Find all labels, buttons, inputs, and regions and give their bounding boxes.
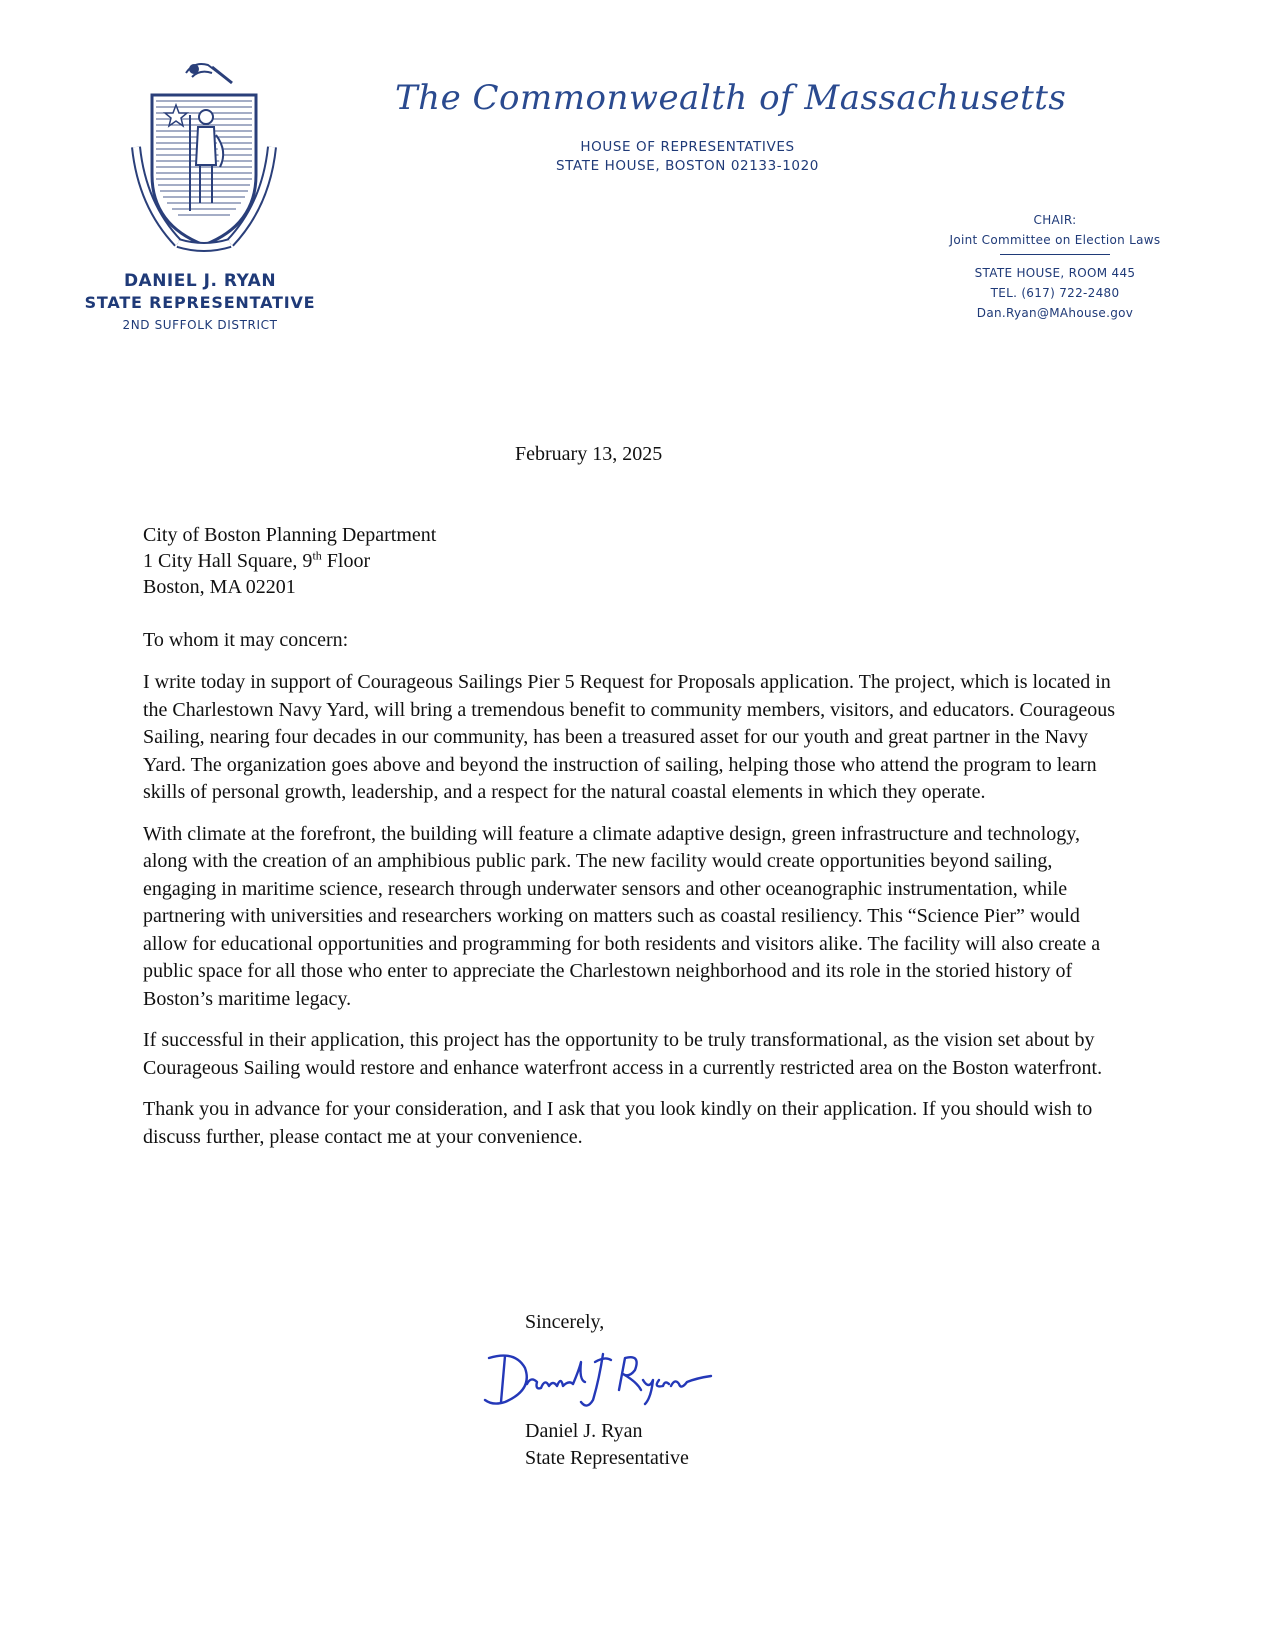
- recipient-address: [143, 522, 436, 600]
- representative-name: DANIEL J. RYAN: [123, 271, 277, 291]
- handwritten-signature: [475, 1340, 715, 1410]
- recipient-line-1: City of Boston Planning Department: [143, 524, 437, 546]
- commonwealth-heading: The Commonwealth of Massachusetts: [395, 78, 1067, 118]
- recipient-line-2: 1 City Hall Square, 9th Floor: [143, 548, 371, 572]
- committee-block: [925, 210, 1185, 323]
- signer-block: [525, 1418, 689, 1472]
- letter-date: February 13, 2025: [515, 443, 663, 465]
- office-email: Dan.Ryan@MAhouse.gov: [976, 306, 1134, 320]
- body-paragraph: If successful in their application, this project has the opportunity to be truly transformational, as the vision set about by Courageous Sailing would restore and enhance waterfront access in a currently restricted area on the Boston waterfront.: [143, 1029, 1103, 1079]
- committee-divider: [1000, 254, 1110, 255]
- recipient-line-3: Boston, MA 02201: [143, 576, 296, 598]
- representative-block: [60, 270, 340, 334]
- house-name: HOUSE OF REPRESENTATIVES: [580, 139, 795, 155]
- committee-name: Joint Committee on Election Laws: [949, 233, 1161, 247]
- house-address-block: [515, 138, 860, 176]
- salutation: To whom it may concern:: [143, 629, 349, 651]
- letter-body: [143, 669, 1128, 1165]
- office-room: STATE HOUSE, ROOM 445: [974, 266, 1136, 280]
- body-paragraph: I write today in support of Courageous Sailings Pier 5 Request for Proposals application. The project, which is located in the Charlestown Navy Yard, will bring a tremendous benefit to community members, visitors, and educators. Courageous Sailing, nearing four decades in our community, has been a treasured asset for our youth and great partner in the Navy Yard. The organization goes above and beyond the instruction of sailing, helping those who attend the program to learn skills of personal growth, leadership, and a respect for the natural coastal elements in which they operate.: [143, 671, 1116, 803]
- representative-district: 2ND SUFFOLK DISTRICT: [122, 318, 278, 332]
- chair-label: CHAIR:: [1033, 213, 1077, 227]
- closing: Sincerely,: [525, 1311, 605, 1333]
- massachusetts-seal-icon: [128, 55, 280, 255]
- body-paragraph: With climate at the forefront, the building will feature a climate adaptive design, green infrastructure and technology, along with the creation of an amphibious public park. The new facility would create opportunities beyond sailing, engaging in maritime science, research through underwater sensors and other oceanographic instrumentation, while partnering with universities and researchers working on matters such as coastal resiliency. This “Science Pier” would allow for educational opportunities and programming for both residents and visitors alike. The facility will also create a public space for all those who enter to appreciate the Charlestown neighborhood and its role in the storied history of Boston’s maritime legacy.: [143, 822, 1101, 1010]
- office-phone: TEL. (617) 722-2480: [990, 286, 1120, 300]
- signer-title: State Representative: [525, 1447, 689, 1469]
- state-house-address: STATE HOUSE, BOSTON 02133-1020: [555, 158, 820, 174]
- body-paragraph: Thank you in advance for your consideration, and I ask that you look kindly on their application. If you should wish to discuss further, please contact me at your convenience.: [143, 1098, 1093, 1148]
- representative-title: STATE REPRESENTATIVE: [84, 293, 316, 312]
- signer-name: Daniel J. Ryan: [525, 1420, 643, 1442]
